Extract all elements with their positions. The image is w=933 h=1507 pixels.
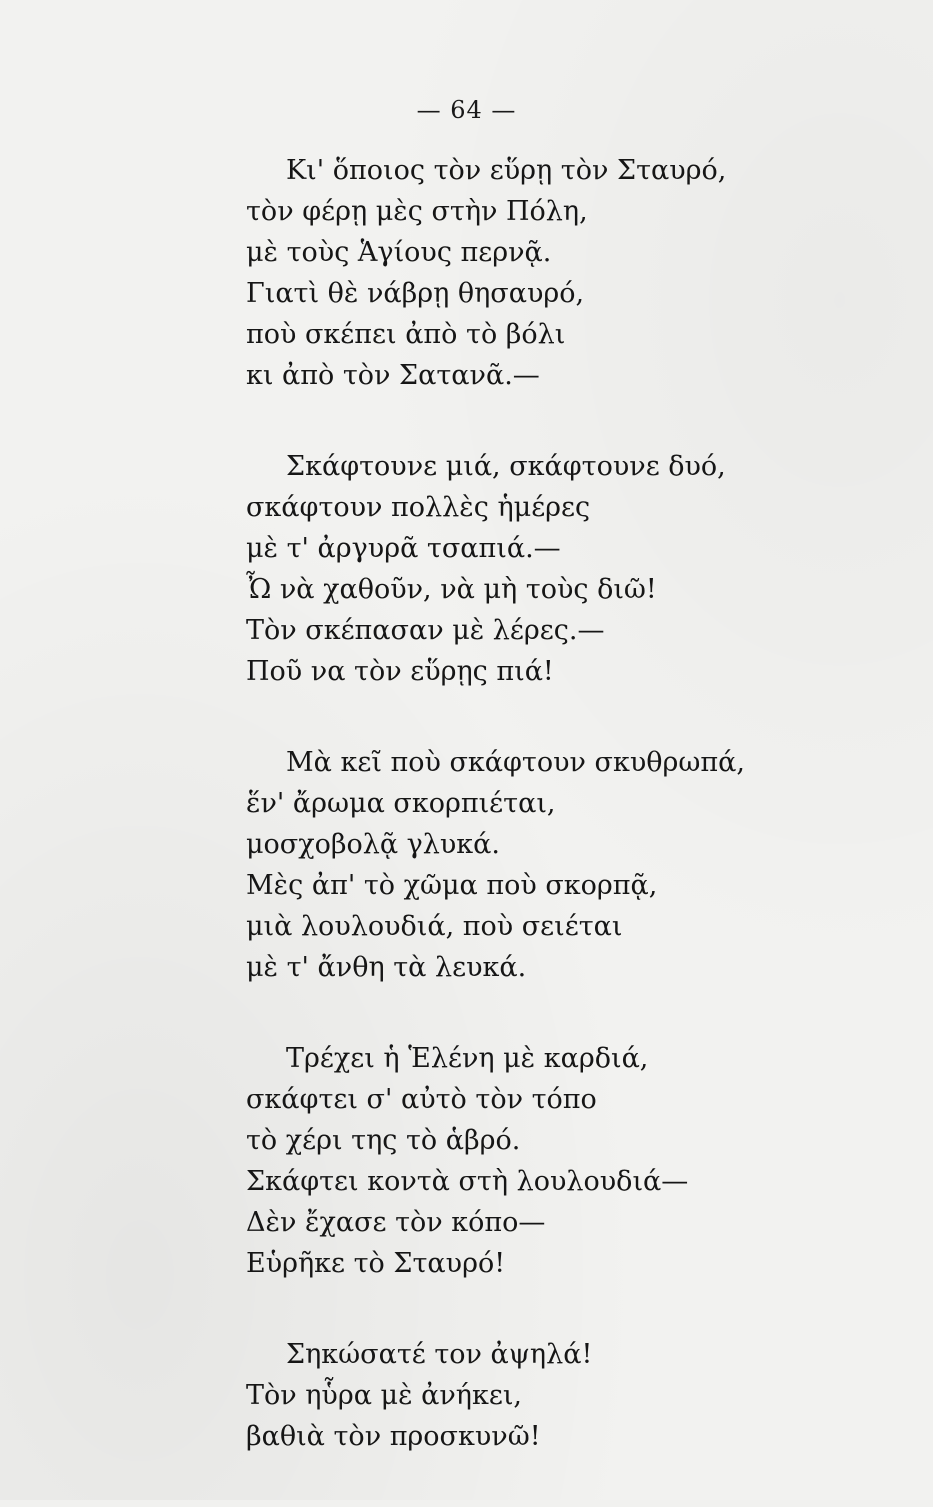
poem-line: Γιατὶ θὲ νάβρῃ θησαυρό, [246, 278, 585, 309]
poem-line: τὸν φέρῃ μὲς στὴν Πόλη, [246, 196, 588, 227]
poem-line: μοσχοβολᾷ γλυκά. [246, 829, 500, 860]
poem-line: Κι' ὅποιος τὸν εὕρῃ τὸν Σταυρό, [286, 155, 727, 186]
stanza-3 [246, 742, 886, 988]
poem-line: Ὦ νὰ χαθοῦν, νὰ μὴ τοὺς διῶ! [246, 574, 657, 605]
poem-body [246, 150, 886, 1507]
poem-line: μιὰ λουλουδιά, ποὺ σειέται [246, 911, 623, 942]
poem-line: μὲ τ' ἄνθη τὰ λευκά. [246, 952, 527, 983]
poem-line: σκάφτουν πολλὲς ἡμέρες [246, 492, 591, 523]
poem-line: Σηκώσατέ τον ἀψηλά! [286, 1339, 593, 1370]
stanza-1 [246, 150, 886, 396]
page-number: — 64 — [416, 96, 517, 124]
poem-line: Εὑρῆκε τὸ Σταυρό! [246, 1248, 506, 1279]
poem-line: Μὰ κεῖ ποὺ σκάφτουν σκυθρωπά, [286, 747, 745, 778]
poem-line: Ποῦ να τὸν εὕρῃς πιά! [246, 656, 554, 687]
poem-line: Μὲς ἀπ' τὸ χῶμα ποὺ σκορπᾷ, [246, 870, 658, 901]
poem-line: κι ἀπὸ τὸν Σατανᾶ.— [246, 360, 540, 391]
poem-line: τὸ χέρι της τὸ ἁβρό. [246, 1125, 521, 1156]
poem-line: μὲ τ' ἀργυρᾶ τσαπιά.— [246, 533, 561, 564]
poem-line: Σκάφτει κοντὰ στὴ λουλουδιά— [246, 1166, 689, 1197]
stanza-5 [246, 1334, 886, 1457]
poem-line: Τὸν ηὗρα μὲ ἀνήκει, [246, 1380, 523, 1411]
poem-line: σκάφτει σ' αὐτὸ τὸν τόπο [246, 1084, 597, 1115]
stanza-2 [246, 446, 886, 692]
poem-line: Τὸν σκέπασαν μὲ λέρες.— [246, 615, 605, 646]
poem-line: μὲ τοὺς Ἁγίους περνᾷ. [246, 237, 552, 268]
poem-line: ποὺ σκέπει ἀπὸ τὸ βόλι [246, 319, 566, 350]
poem-line: Τρέχει ἡ Ἑλένη μὲ καρδιά, [286, 1043, 649, 1074]
poem-line: βαθιὰ τὸν προσκυνῶ! [246, 1421, 541, 1452]
poem-line: ἕν' ἄρωμα σκορπιέται, [246, 788, 556, 819]
poem-line: Δὲν ἔχασε τὸν κόπο— [246, 1207, 546, 1238]
stanza-4 [246, 1038, 886, 1284]
poem-line: Σκάφτουνε μιά, σκάφτουνε δυό, [286, 451, 726, 482]
